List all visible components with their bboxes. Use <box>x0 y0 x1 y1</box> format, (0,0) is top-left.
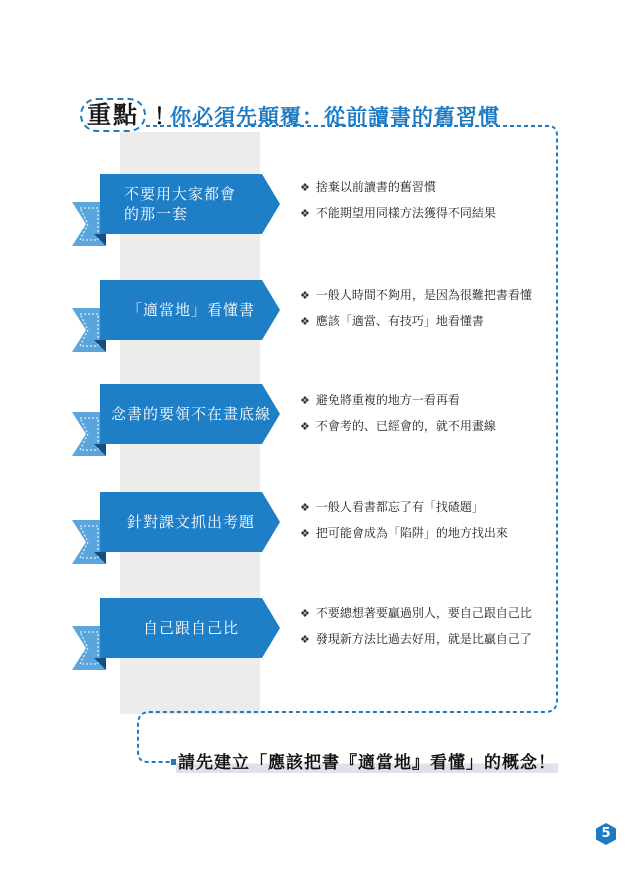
diamond-bullet-icon: ❖ <box>300 607 310 620</box>
section-3-points <box>300 391 496 443</box>
heading-tag <box>80 98 146 132</box>
section-1-points <box>300 178 496 230</box>
heading-tag-text: 重點 <box>87 101 139 129</box>
page-number-badge <box>594 822 618 846</box>
section-banner-5 <box>100 598 280 658</box>
section-4-points <box>300 498 508 550</box>
section-2-points <box>300 286 532 338</box>
section-banner-3 <box>100 384 280 444</box>
section-banner-5-label: 自己跟自己比 <box>142 619 239 637</box>
section-banner-4 <box>100 492 280 552</box>
diamond-bullet-icon: ❖ <box>300 394 310 407</box>
diamond-bullet-icon: ❖ <box>300 501 310 514</box>
bullet-point: ❖ 應該「適當、有技巧」地看懂書 <box>300 314 484 328</box>
section-banner-4-label: 針對課文抓出考題 <box>126 513 255 531</box>
section-banner-3-label: 念書的要領不在畫底線 <box>110 405 271 423</box>
bullet-point: ❖ 不能期望用同樣方法獲得不同結果 <box>300 206 496 220</box>
diamond-bullet-icon: ❖ <box>300 207 310 220</box>
bullet-point: ❖ 捨棄以前讀書的舊習慣 <box>300 180 436 194</box>
bullet-point: ❖ 把可能會成為「陷阱」的地方找出來 <box>300 526 508 540</box>
bullet-point: ❖ 避免將重複的地方一看再看 <box>300 393 460 407</box>
diamond-bullet-icon: ❖ <box>300 181 310 194</box>
diamond-bullet-icon: ❖ <box>300 289 310 302</box>
section-banner-2-label: 「適當地」看懂書 <box>126 301 255 319</box>
bullet-point: ❖ 不要總想著要贏過別人，要自己跟自己比 <box>300 606 532 620</box>
section-banner-1 <box>100 174 280 234</box>
page-number: 5 <box>601 826 611 841</box>
diamond-bullet-icon: ❖ <box>300 420 310 433</box>
bullet-point: ❖ 一般人看書都忘了有「找碴題」 <box>300 500 484 514</box>
diamond-bullet-icon: ❖ <box>300 315 310 328</box>
diamond-bullet-icon: ❖ <box>300 527 310 540</box>
concept-statement: 請先建立「應該把書『適當地』看懂」的概念！ <box>176 748 558 773</box>
section-banner-2 <box>100 280 280 340</box>
bullet-point: ❖ 不會考的、已經會的，就不用畫線 <box>300 419 496 433</box>
section-5-points <box>300 604 532 656</box>
heading-title: 你必須先顛覆：從前讀書的舊習慣 <box>170 105 500 129</box>
section-banner-1-label: 不要用大家都會 的那一套 <box>124 185 237 223</box>
diamond-bullet-icon: ❖ <box>300 633 310 646</box>
bullet-point: ❖ 一般人時間不夠用，是因為很難把書看懂 <box>300 288 532 302</box>
bullet-point: ❖ 發現新方法比過去好用，就是比贏自己了 <box>300 632 532 646</box>
heading-exclaim: ！ <box>154 105 177 130</box>
